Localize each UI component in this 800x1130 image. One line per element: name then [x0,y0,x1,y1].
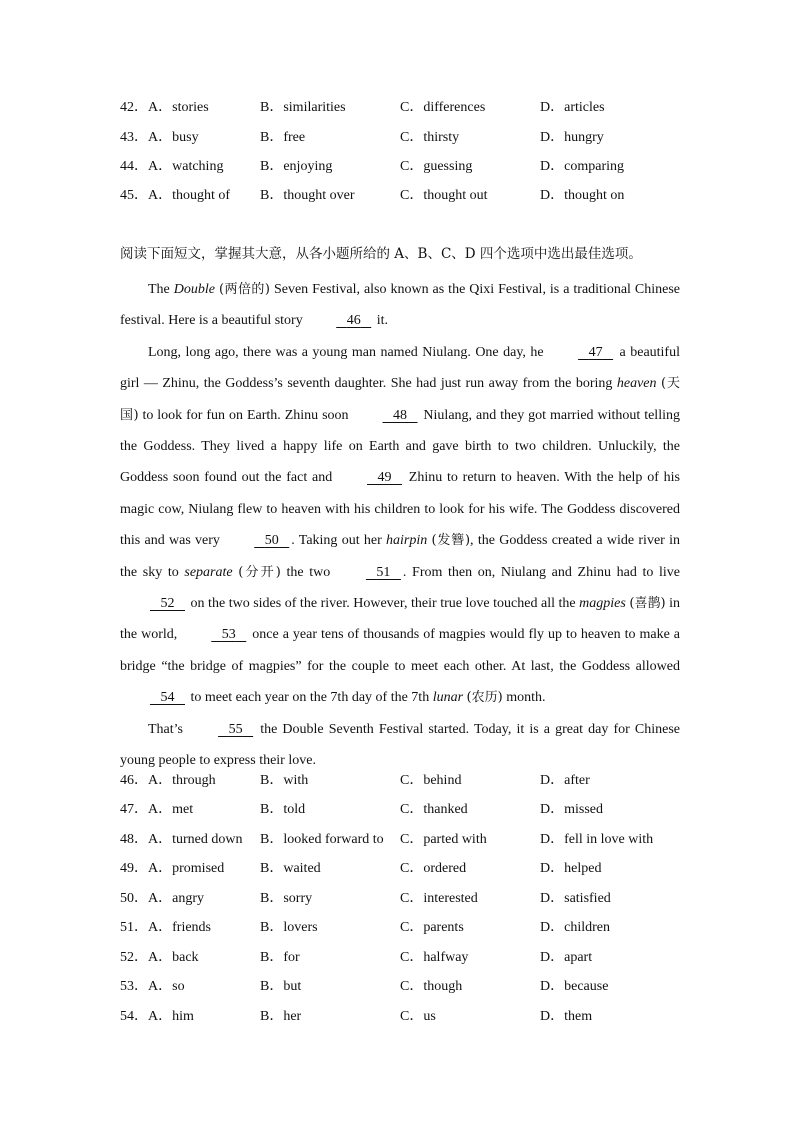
option-b: B．thought over [260,188,355,203]
option-b: B．waited [260,861,321,876]
option-c: C．behind [400,773,462,788]
blank-53[interactable]: 53 [221,627,236,643]
option-a: 47．A．met [120,802,194,817]
option-d: D．because [540,979,609,994]
option-d: D．helped [540,861,602,876]
option-b: B．told [260,802,306,817]
question-row [0,186,800,206]
option-c: C．us [400,1009,436,1024]
option-a: 51．A．friends [120,920,212,935]
blank-48[interactable]: 48 [392,407,407,423]
option-d: D．satisfied [540,891,611,906]
option-c: C．thirsty [400,130,460,145]
question-row [0,128,800,148]
blank-49[interactable]: 49 [377,470,392,486]
option-c: C．thought out [400,188,488,203]
option-a: 50．A．angry [120,891,205,906]
option-a: 49．A．promised [120,861,225,876]
question-row [0,889,800,909]
blank-51[interactable]: 51 [376,564,391,580]
option-b: B．for [260,950,300,965]
option-c: C．halfway [400,950,469,965]
reading-passage [120,274,680,777]
blank-52[interactable]: 52 [160,596,175,612]
question-row [0,800,800,820]
option-a: 44．A．watching [120,159,224,174]
option-c: C．differences [400,100,486,115]
question-row [0,948,800,968]
option-b: B．free [260,130,306,145]
option-d: D．them [540,1009,593,1024]
option-c: C．though [400,979,463,994]
question-row [0,157,800,177]
option-d: D．children [540,920,610,935]
blank-55[interactable]: 55 [228,721,243,737]
option-d: D．comparing [540,159,624,174]
option-d: D．after [540,773,590,788]
blank-54[interactable]: 54 [160,690,175,706]
option-b: B．but [260,979,302,994]
option-c: C．thanked [400,802,468,817]
option-d: D．hungry [540,130,604,145]
question-row [0,918,800,938]
option-a: 46．A．through [120,773,216,788]
option-c: C．ordered [400,861,467,876]
question-row [0,977,800,997]
question-row [0,859,800,879]
option-d: D．thought on [540,188,625,203]
passage-paragraph-1: The Double (两倍的) Seven Festival, also known as the Qixi Festival, is a traditional Chinese festival. Here is a beautiful story 46 it. [120,274,680,337]
option-b: B．her [260,1009,302,1024]
option-a: 43．A．busy [120,130,199,145]
option-a: 52．A．back [120,950,199,965]
blank-50[interactable]: 50 [264,533,279,549]
option-b: B．sorry [260,891,313,906]
option-b: B．similarities [260,100,346,115]
question-row [0,1007,800,1027]
passage-paragraph-3: That’s 55 the Double Seventh Festival started. Today, it is a great day for Chinese young people to express their love. [120,714,680,777]
option-b: B．enjoying [260,159,333,174]
option-a: 48．A．turned down [120,832,243,847]
option-b: B．looked forward to [260,832,384,847]
option-c: C．parted with [400,832,487,847]
option-a: 42．A．stories [120,100,209,115]
section-instruction: 阅读下面短文，掌握其大意，从各小题所给的 A、B、C、D 四个选项中选出最佳选项。 [120,246,642,262]
option-c: C．parents [400,920,464,935]
option-b: B．with [260,773,309,788]
option-d: D．missed [540,802,604,817]
passage-paragraph-2: Long, long ago, there was a young man named Niulang. One day, he 47 a beautiful girl — Zhinu, the Goddess’s seventh daughter. She had just run away from the boring heaven (天国) to look for fun on Earth. Zhinu soon 48 Niulang, and they got married without telling the Goddess. They lived a happy life on Earth and gave birth to two children. Unluckily, the Goddess soon found out the fact and 49 Zhinu to return to heaven. With the help of his magic cow, Niulang flew to heaven with his children to look for his wife. The Goddess discovered this and was very 50 . Taking out her hairpin (发簪), the Goddess created a wide river in the sky to separate (分开) the two 51 . From then on, Niulang and Zhinu had to live 52 on the two sides of the river. However, their true love touched all the magpies (喜鹊) in the world, 53 once a year tens of thousands of magpies would fly up to heaven to make a bridge “the bridge of magpies” for the couple to meet each other. At last, the Goddess allowed 54 to meet each year on the 7th day of the 7th lunar (农历) month. [120,337,680,714]
option-a: 53．A．so [120,979,185,994]
option-c: C．guessing [400,159,473,174]
option-a: 54．A．him [120,1009,194,1024]
question-row [0,98,800,118]
option-d: D．fell in love with [540,832,654,847]
blank-46[interactable]: 46 [346,313,361,329]
blank-47[interactable]: 47 [588,344,603,360]
option-d: D．articles [540,100,605,115]
question-row [0,771,800,791]
option-b: B．lovers [260,920,318,935]
option-c: C．interested [400,891,478,906]
option-d: D．apart [540,950,593,965]
option-a: 45．A．thought of [120,188,231,203]
question-row [0,830,800,850]
